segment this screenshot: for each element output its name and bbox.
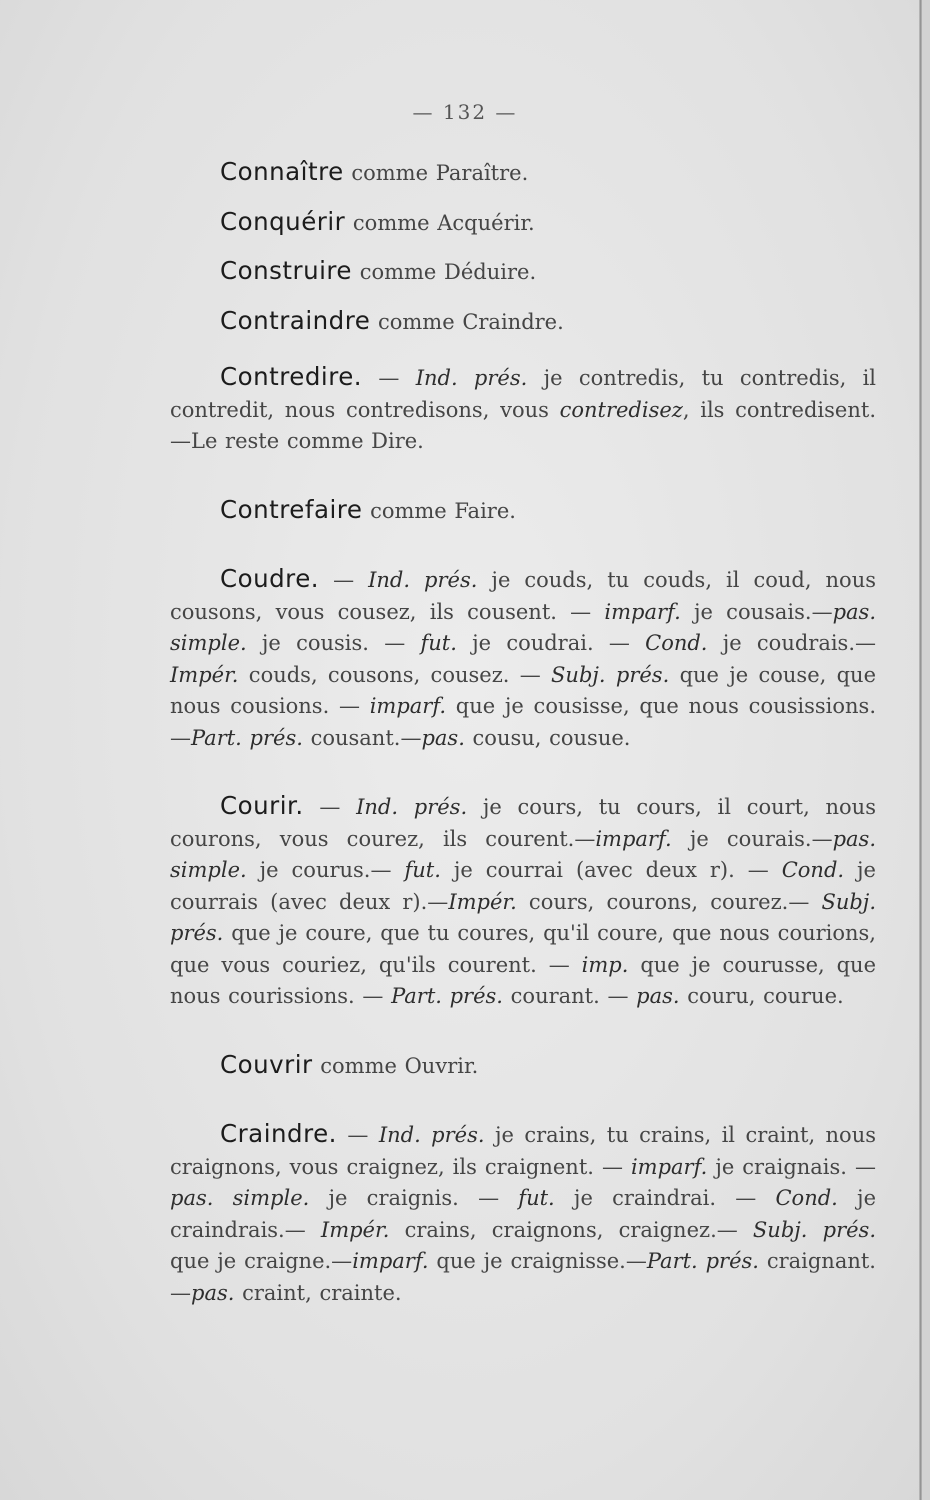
tense-label: Part. prés. xyxy=(391,984,503,1008)
entry-text: comme Craindre. xyxy=(370,309,564,334)
tense-label: contredisez xyxy=(559,397,683,422)
entry-text: — xyxy=(303,795,357,819)
entry-headword: Connaître xyxy=(220,157,344,186)
tense-label: Cond. xyxy=(775,1186,838,1210)
entry-text: je craignais. — xyxy=(707,1154,876,1179)
entry-contrefaire xyxy=(170,494,876,528)
entry-text: comme Faire. xyxy=(362,498,516,523)
page-number: — 132 — xyxy=(412,100,518,124)
entry-text: — xyxy=(336,1123,379,1147)
entry-text: je coudrai. — xyxy=(456,631,646,655)
entry-text: je craindrai. — xyxy=(554,1186,776,1210)
entry-contraindre xyxy=(170,305,876,339)
tense-label: imparf. xyxy=(369,694,447,718)
entry-text: que je craignisse.— xyxy=(428,1249,647,1273)
entry-text: que je couse, que nous cousions. — xyxy=(170,662,877,718)
tense-label: pas. simple. xyxy=(170,1186,310,1210)
entry-text: je cousis. — xyxy=(246,631,421,655)
entry-courir xyxy=(170,790,876,1013)
entry-text: que je courusse, que nous courissions. — xyxy=(170,952,876,1008)
entry-text: cousant.— xyxy=(302,725,422,750)
tense-label: fut. xyxy=(404,858,441,882)
entry-headword: Conquérir xyxy=(220,206,346,236)
entry-text: cours, courons, courez.— xyxy=(516,889,822,914)
entry-headword: Couvrir xyxy=(220,1049,313,1079)
entry-text: craint, crainte. xyxy=(234,1280,402,1305)
page-edge-line xyxy=(919,0,922,1500)
entry-conquerir xyxy=(170,206,876,240)
entry-text: — xyxy=(362,366,416,390)
tense-label: Ind. prés. xyxy=(368,568,478,592)
entry-text: comme Acquérir. xyxy=(345,210,535,235)
entry-text: couru, courue. xyxy=(679,984,844,1008)
entry-headword: Courir. xyxy=(220,791,304,820)
tense-label: pas. simple. xyxy=(170,826,876,882)
entry-connaitre xyxy=(170,156,876,190)
entry-contredire xyxy=(170,361,876,458)
entry-headword: Construire xyxy=(220,256,353,285)
tense-label: Ind. prés. xyxy=(415,366,528,390)
tense-label: imparf. xyxy=(630,1154,708,1179)
entry-text: que je craigne.— xyxy=(170,1249,353,1273)
entry-text: couds, cousons, cousez. — xyxy=(238,662,552,687)
tense-label: Ind. prés. xyxy=(378,1123,485,1147)
tense-label: Cond. xyxy=(781,858,845,882)
tense-label: Part. prés. xyxy=(646,1249,759,1273)
tense-label: pas. xyxy=(421,725,465,750)
entry-text: je courais.— xyxy=(671,826,833,851)
tense-label: imp. xyxy=(581,952,629,977)
tense-label: pas. simple. xyxy=(170,599,876,655)
tense-label: Subj. prés. xyxy=(551,662,670,687)
entry-text: je couds, tu couds, il coud, nous cousons, vous cousez, ils cousent. — xyxy=(170,568,876,624)
entry-text: comme Paraître. xyxy=(343,161,529,185)
entry-construire xyxy=(170,255,876,289)
tense-label: pas. xyxy=(636,984,680,1008)
tense-label: pas. xyxy=(191,1280,235,1305)
entry-text: — xyxy=(319,568,369,592)
page-edge-shadow xyxy=(922,0,930,1500)
entry-text: je craignis. — xyxy=(309,1186,519,1210)
tense-label: Subj. prés. xyxy=(752,1217,876,1242)
entry-text: je courrais (avec deux r).— xyxy=(170,858,876,914)
entry-headword: Coudre. xyxy=(220,564,320,593)
entry-text: comme Déduire. xyxy=(352,260,537,284)
entry-text: comme Ouvrir. xyxy=(312,1053,479,1078)
entry-text: je crains, tu crains, il craint, nous craignons, vous craignez, ils craignent. — xyxy=(170,1123,877,1179)
entry-text: je courus.— xyxy=(246,858,405,882)
tense-label: imparf. xyxy=(352,1249,429,1273)
tense-label: Impér. xyxy=(448,889,517,914)
entry-text: , ils contredisent.—Le reste comme Dire. xyxy=(170,397,876,453)
entry-text: courant. — xyxy=(502,984,637,1008)
entry-text: je cousais.— xyxy=(680,599,833,624)
tense-label: Subj. prés. xyxy=(170,889,876,945)
entry-couvrir xyxy=(170,1049,876,1083)
entry-headword: Craindre. xyxy=(220,1119,337,1148)
entry-text: je coudrais.— xyxy=(707,631,877,655)
entry-text: je courrai (avec deux r). — xyxy=(440,858,782,882)
tense-label: imparf. xyxy=(604,599,681,624)
tense-label: Ind. prés. xyxy=(356,795,468,819)
entry-coudre xyxy=(170,563,876,754)
entry-text: craignant.— xyxy=(170,1249,876,1305)
entry-text: je cours, tu cours, il court, nous courons, vous courez, ils courent.— xyxy=(170,795,876,851)
entry-text: je craindrais.— xyxy=(170,1186,876,1242)
dictionary-content xyxy=(170,156,876,1309)
tense-label: Impér. xyxy=(170,662,239,687)
entry-text: que je coure, que tu coures, qu'il coure, que nous courions, que vous couriez, qu'ils courent. — xyxy=(170,921,876,977)
tense-label: fut. xyxy=(518,1186,555,1210)
entry-text: je contredis, tu contredis, il contredit, nous contredisons, vous xyxy=(170,366,876,422)
tense-label: fut. xyxy=(420,631,457,655)
entry-text: crains, craignons, craignez.— xyxy=(389,1217,753,1242)
tense-label: Part. prés. xyxy=(191,725,303,750)
entry-text: que je cousisse, que nous cousissions.— xyxy=(170,694,876,750)
tense-label: imparf. xyxy=(595,826,672,851)
tense-label: Cond. xyxy=(645,631,708,655)
entry-text: cousu, cousue. xyxy=(464,725,631,750)
tense-label: Impér. xyxy=(320,1217,390,1242)
entry-headword: Contredire. xyxy=(220,362,363,391)
entry-craindre xyxy=(170,1118,876,1309)
entry-headword: Contrefaire xyxy=(220,494,363,524)
entry-headword: Contraindre xyxy=(220,305,371,335)
